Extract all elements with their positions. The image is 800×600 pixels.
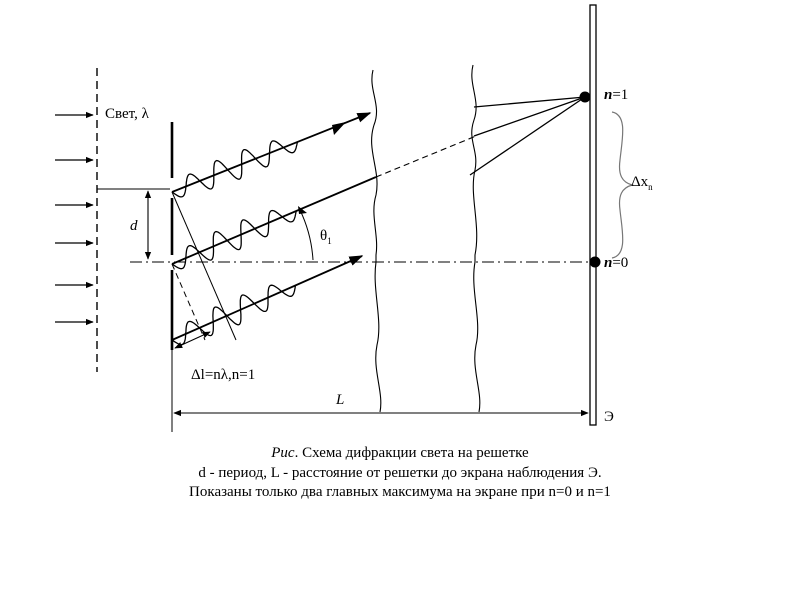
incident-light-arrows: [55, 115, 93, 322]
path-difference-label: Δl=nλ,n=1: [191, 367, 256, 383]
ray-arrow-heads: [332, 122, 346, 135]
break-line-right: [472, 65, 480, 412]
focused-rays: [470, 97, 585, 175]
order-n1-label: n=1: [604, 87, 629, 103]
perpendicular-lines: [172, 192, 236, 432]
caption-line-1: Рис. Схема дифракции света на решетке: [271, 445, 529, 461]
period-label: d: [130, 218, 138, 234]
light-label: Свет, λ: [105, 106, 149, 122]
caption-line-3: Показаны только два главных максимума на экране при n=0 и n=1: [189, 484, 611, 500]
maximum-n0-dot: [590, 257, 601, 268]
break-line-left: [372, 70, 381, 412]
diffracted-rays: [172, 113, 376, 340]
maximum-n1-dot: [580, 92, 591, 103]
delta-x-brace: [612, 112, 632, 258]
observation-screen: [590, 5, 596, 425]
wave-trains: [172, 141, 297, 345]
distance-label: L: [336, 392, 345, 408]
angle-arc: [300, 210, 313, 260]
screen-label: Э: [604, 409, 614, 425]
caption-line-2: d - период, L - расстояние от решетки до экрана наблюдения Э.: [198, 465, 602, 481]
angle-label: $\theta_1$: [320, 228, 332, 246]
order-n0-label: n=0: [604, 255, 629, 271]
delta-x-label: $\Delta x_n$: [631, 174, 653, 192]
dashed-ray-extension: [376, 136, 476, 177]
